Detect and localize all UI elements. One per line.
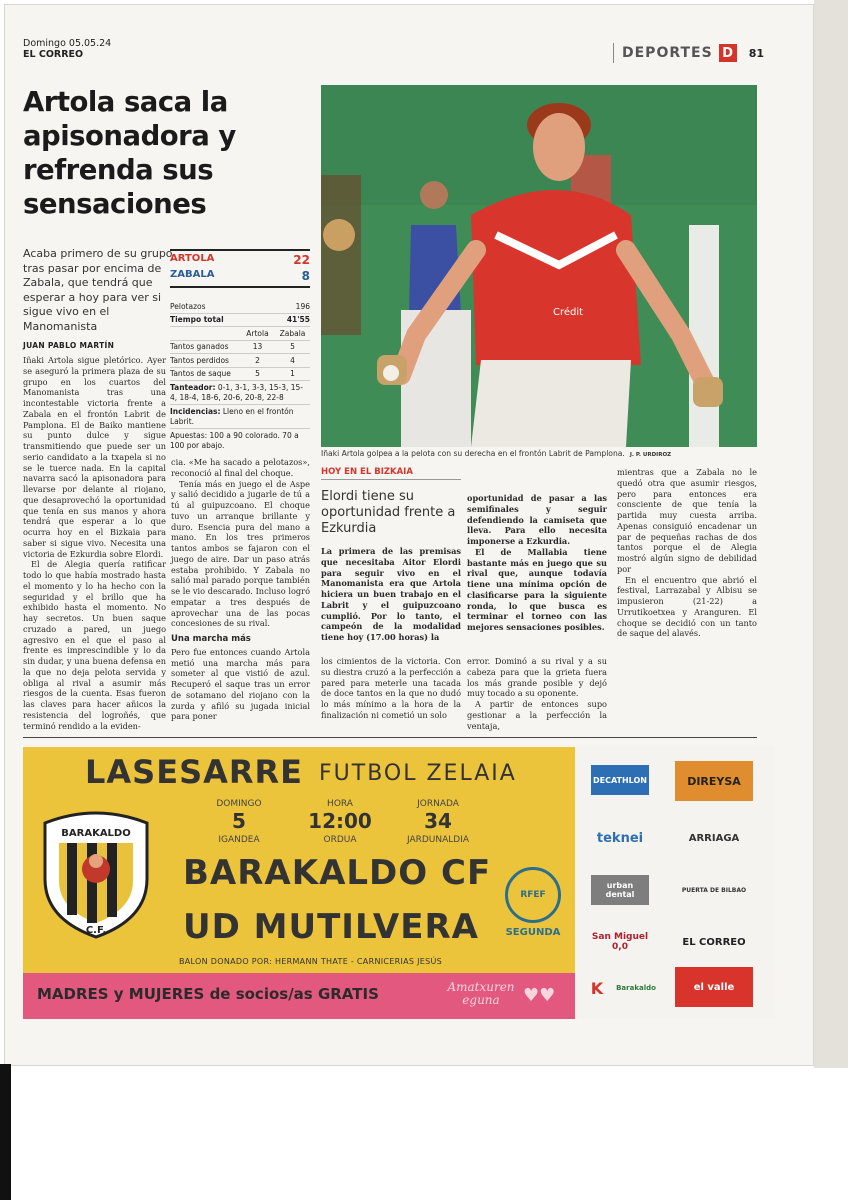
sponsor-logo: urban dental — [591, 875, 649, 905]
paragraph: A partir de entonces supo gestionar a la perfección la ventaja, — [467, 699, 607, 731]
incidencias-label: Incidencias: — [170, 407, 221, 416]
stat-label: Tantos de saque — [170, 369, 231, 379]
stat-row — [170, 368, 310, 382]
time-sublabel: ORDUA — [323, 835, 357, 845]
paragraph: El de Alegia quería ratificar todo lo que había mostrado hasta el momento y lo ha hecho con la seguridad y el brillo que ha exhibido hasta el momento. No hay secretos. Un buen saque cruzado a pared, un juego agresivo en el que el paso al frente es imprescindible y lo da sin dudar, y una buena defensa en la que no deja pelota servida y obliga al rival a asumir más riesgos de la cuenta. Esas fueron las claves para hacer añicos la resistencia del logroñés, que terminó rendido a la eviden- — [23, 559, 166, 731]
paragraph: El de Mallabia tiene bastante más en juego que su rival que, aunque todavía tiene una mínima opción de clasificarse para la siguiente ronda, lo que busca es terminar el torneo con las mejores sensaciones posibles. — [467, 546, 607, 632]
article-column-2 — [171, 457, 310, 722]
round-sublabel: JARDUNALDIA — [406, 835, 470, 845]
sponsor-logo: EL CORREO — [682, 936, 746, 948]
section-letter-badge: D — [719, 44, 737, 62]
stat-row — [170, 300, 310, 314]
sponsor-logo: ARRIAGA — [688, 832, 740, 844]
header-date — [23, 38, 111, 60]
team2-name: ZABALA — [170, 269, 215, 280]
sidebar-label: HOY EN EL BIZKAIA — [321, 467, 461, 480]
hearts-icon: ♥♥ — [523, 985, 556, 1006]
sponsor-logo: teknei — [596, 830, 644, 846]
paragraph: Iñaki Artola sigue pletórico. Ayer se aseguró la primera plaza de su grupo en los cuartos del Manomanista tras una incontestable victoria frente a Zabala en el frontón Labrit de Pamplona. El de Baiko mantiene su punto dulce y sigue transmitiendo que puede ser un serio candidato a la txapela si no se le tuerce nada. En la capital navarra sacó la apisonadora para llevarse por delante al riojano, que desaprovechó la oportunidad que tenía en sus manos y ahora tendrá que esperar a lo que ocurra hoy en el Bizkaia para saber si sigue vivo. Necesita una victoria de Ezkurdia sobre Elordi. — [23, 355, 166, 559]
crest-name: BARAKALDO — [61, 828, 131, 839]
paragraph: cia. «Me ha sacado a pelotazos», reconoció al final del choque. — [171, 457, 310, 478]
stat-value: 41'55 — [286, 315, 310, 325]
sponsor-logo: PUERTA DE BILBAO — [681, 886, 747, 894]
paragraph: Tenía más en juego el de Aspe y salió decidido a jugarle de tú a tú al guipuzcoano. El choque tuvo un arranque brillante y duro. Esencia pura del mano a mano. En los tres primeros tantos ambos se fajaron con el juego de aire. Dar un paso atrás estaba prohibido. Y Zabala no salió mal parado porque también se le vio descarado. Incluso logró empatar a tres después de aprovechar una de las pocas concesiones de su rival. — [171, 478, 310, 629]
incidencias-value: Lleno en el frontón Labrit. — [170, 407, 294, 426]
sidebar-lead-cont — [467, 493, 607, 633]
photo-caption — [321, 449, 757, 458]
article-column-5 — [617, 467, 757, 639]
day-sublabel: IGANDEA — [218, 835, 260, 845]
away-team: UD MUTILVERA — [183, 907, 479, 947]
crest-icon — [37, 809, 155, 939]
paragraph: oportunidad de pasar a las semifinales y seguir defendiendo la camiseta que lleva. Para ello necesita imponerse a Ezkurdia. — [467, 493, 607, 546]
caption-text: Iñaki Artola golpea a la pelota con su derecha en el frontón Labrit de Pamplona. — [321, 449, 625, 458]
article-column-4 — [467, 656, 607, 731]
paragraph: Pero fue entonces cuando Artola metió una marcha más para someter al que vistió de azul. Recuperó el saque tras un error de sotamano del riojano con la zurda y afiló su jugada inicial para poner — [171, 646, 310, 722]
round-label: JORNADA — [417, 799, 459, 809]
stat-label: Tantos perdidos — [170, 355, 229, 365]
section-heading: Una marcha más — [171, 634, 251, 644]
scorebox — [170, 249, 310, 452]
sponsor-logo: Barakaldo — [616, 984, 656, 992]
sponsor-logo: K — [590, 978, 604, 998]
venue-name: LASESARRE — [85, 753, 304, 791]
stat-value: 196 — [295, 301, 310, 311]
day-label: DOMINGO — [216, 799, 262, 809]
sponsor-logo: DIREYSA — [675, 761, 753, 801]
article-subtitle: Acaba primero de su grupo tras pasar por encima de Zabala, que tendrá que esperar a hoy para ver si sigue vivo en el Manomanista — [23, 247, 173, 333]
sponsor-logo: DECATHLON — [591, 765, 649, 795]
score-row-team1 — [170, 249, 310, 267]
stat-row — [170, 314, 310, 328]
team1-name: ARTOLA — [170, 253, 215, 264]
page-number: 81 — [748, 46, 765, 60]
stat-header — [170, 327, 310, 341]
rfef-text: RFEF — [520, 890, 546, 900]
photo-credit: J. P. URDIROZ — [629, 452, 672, 458]
stat-row — [170, 341, 310, 355]
ball-donor: BALON DONADO POR: HERMANN THATE - CARNICERIAS JESÚS — [179, 957, 443, 966]
time-label: HORA — [327, 799, 353, 809]
tanteador — [170, 381, 310, 405]
stat-value: 4 — [290, 355, 295, 365]
divider — [23, 737, 757, 738]
incidencias — [170, 405, 310, 429]
division-name: SEGUNDA — [505, 927, 561, 938]
stat-value: 13 — [252, 342, 263, 352]
football-ad — [23, 747, 775, 1023]
date-text: Domingo 05.05.24 — [23, 38, 112, 49]
match-round: 34 — [424, 809, 452, 833]
tanteador-label: Tanteador: — [170, 383, 216, 392]
barakaldo-crest — [37, 809, 155, 939]
sidebar-lead: La primera de las premisas que necesitaba Aitor Elordi para seguir vivo en el Manomanista era que Artola hiciera un buen trabajo en el Labrit y el guipuzcoano cumplió. Por lo tanto, el campeón de la modalidad tiene hoy (17.00 horas) la — [321, 546, 461, 642]
mothers-day-script: Amatxuren eguna — [447, 980, 515, 1007]
paragraph: mientras que a Zabala no le quedó otra que asumir riesgos, pero para entonces era consciente de que tenía la partida muy cuesta arriba. Apenas consiguió encadenar un par de pequeñas rachas de dos tantos porque el de Alegia mostró algún signo de debilidad por — [617, 467, 757, 574]
sponsor-logo: San Miguel 0,0 — [591, 932, 649, 952]
ad-main-panel — [23, 747, 575, 973]
pelota-player-image — [321, 85, 757, 447]
stat-value: 1 — [290, 369, 295, 379]
page-edge — [814, 0, 848, 1068]
home-team: BARAKALDO CF — [183, 853, 492, 893]
article-title: Artola saca la apisonadora y refrenda sus sensaciones — [23, 86, 236, 220]
col-header: Artola — [246, 328, 269, 338]
paragraph: error. Dominó a su rival y a su cabeza para que la grieta fuera los más grande posible y dejó muy tocado a su oponente. — [467, 656, 607, 699]
paragraph: En el encuentro que abrió el festival, Larrazabal y Albisu se impusieron (21-22) a Urrutikoetxea y Aranguren. El choque se decidió con un tanto de saque del alavés. — [617, 574, 757, 639]
sponsor-logo: el valle — [675, 967, 753, 1007]
paper-name: EL CORREO — [23, 49, 84, 60]
article-photo — [321, 85, 757, 447]
tanteador-value: 0-1, 3-1, 3-3, 15-3, 15-4, 18-4, 18-6, 20-6, 20-8, 22-8 — [170, 383, 303, 402]
stat-label: Pelotazos — [170, 301, 206, 311]
article-column-3: los cimientos de la victoria. Con su diestra cruzó a la perfección a pared para meterle una tacada de doce tantos en la que no dudó lo más mínimo a la hora de la finalización ni cometió un solo — [321, 656, 461, 720]
stat-value: 2 — [255, 355, 260, 365]
section-name: DEPORTES — [622, 45, 713, 61]
shirt-sponsor-text: Crédit — [553, 307, 584, 318]
crest-suffix: C.F. — [85, 925, 107, 936]
section-header — [613, 43, 764, 63]
col-header: Zabala — [279, 328, 306, 338]
promo-text: MADRES y MUJERES de socios/as GRATIS — [37, 985, 379, 1003]
venue-type: FUTBOL ZELAIA — [319, 761, 517, 786]
team2-score: 8 — [301, 269, 310, 283]
rfef-logo — [505, 867, 561, 923]
scan-edge — [0, 1064, 11, 1200]
match-day: 5 — [232, 809, 246, 833]
stat-label: Tiempo total — [170, 315, 224, 325]
newspaper-page — [4, 4, 814, 1066]
match-time: 12:00 — [308, 809, 372, 833]
team1-score: 22 — [293, 253, 310, 267]
score-row-team2 — [170, 267, 310, 288]
sidebar-title: Elordi tiene su oportunidad frente a Ezkurdia — [321, 489, 456, 536]
stat-row — [170, 354, 310, 368]
stat-label: Tantos ganados — [170, 342, 229, 352]
stat-value: 5 — [290, 342, 295, 352]
author: JUAN PABLO MARTÍN — [23, 341, 115, 350]
stat-value: 5 — [255, 369, 260, 379]
sponsor-panel — [575, 747, 775, 1019]
ad-promo-band — [23, 973, 575, 1019]
article-column-1 — [23, 355, 166, 731]
apuestas: Apuestas: 100 a 90 colorado. 70 a 100 por abajo. — [170, 431, 299, 450]
